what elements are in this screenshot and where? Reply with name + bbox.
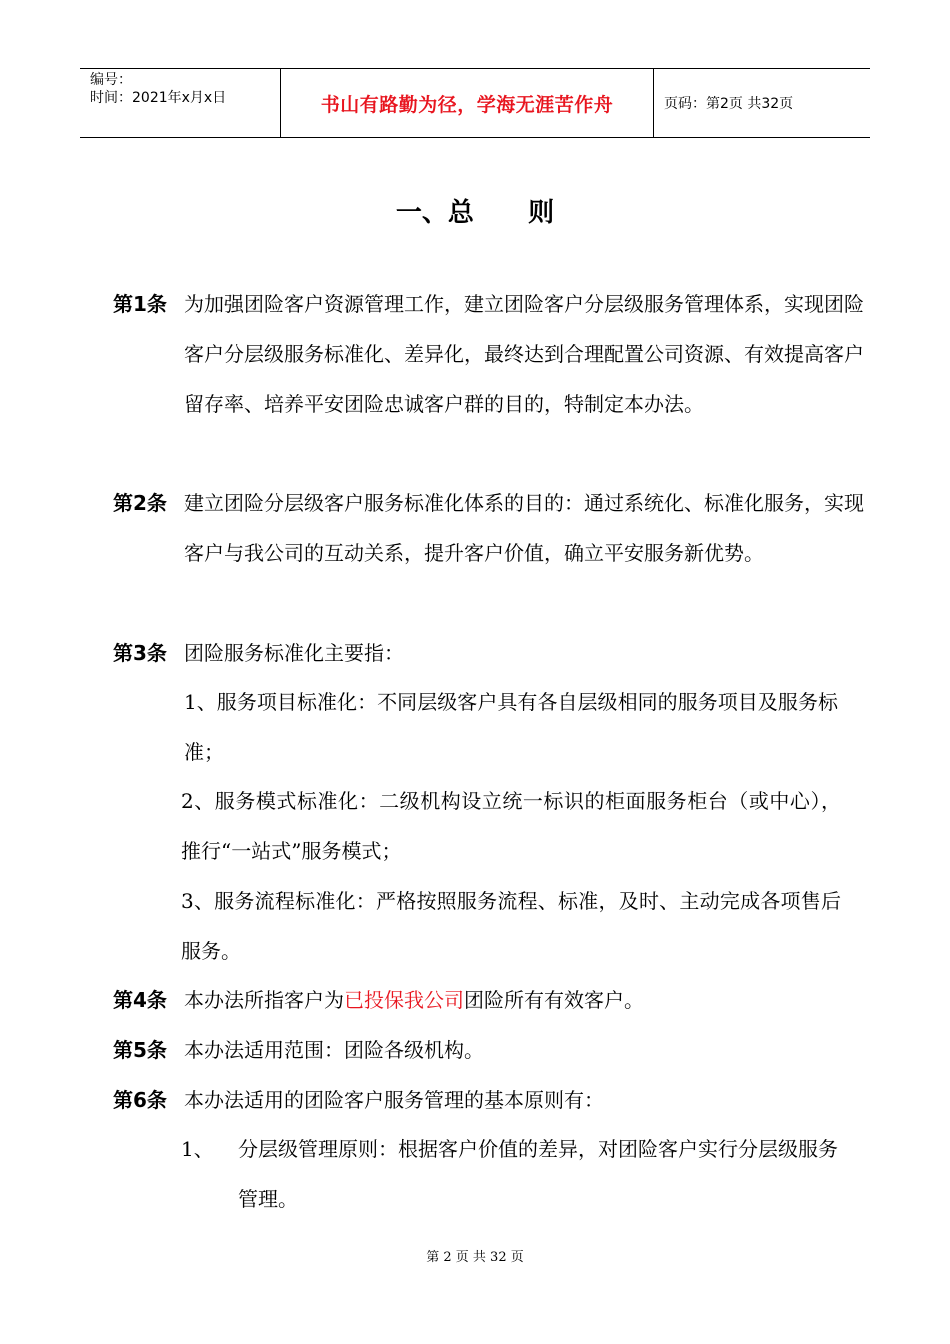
article-3-item-1: 1、服务项目标准化：不同层级客户具有各自层级相同的服务项目及服务标准； <box>184 690 838 764</box>
header-page-label: 页码：第2页 共32页 <box>664 96 794 112</box>
article-4-text-highlight: 已投保我公司 <box>344 988 464 1012</box>
header-motto: 书山有路勤为径，学海无涯苦作舟 <box>280 69 654 137</box>
article-5-label: 第5条 <box>113 1038 167 1062</box>
header-number-label: 编号： <box>90 72 132 88</box>
article-6 <box>113 1075 873 1125</box>
article-1-text: 为加强团险客户资源管理工作，建立团险客户分层级服务管理体系，实现团险客户分层级服务标准化、差异化，最终达到合理配置公司资源、有效提高客户留存率、培养平安团险忠诚客户群的目的，特制定本办法。 <box>184 292 864 416</box>
article-3-label: 第3条 <box>113 641 167 665</box>
article-2-text: 建立团险分层级客户服务标准化体系的目的：通过系统化、标准化服务，实现客户与我公司的互动关系，提升客户价值，确立平安服务新优势。 <box>184 491 864 565</box>
article-6-item-1-number: 1、 <box>181 1137 214 1161</box>
header-meta <box>80 69 280 137</box>
page-footer: 第 2 页 共 32 页 <box>426 1250 524 1265</box>
article-4 <box>113 975 873 1025</box>
header-time-label: 时间：2021年x月x日 <box>90 90 227 106</box>
article-3-text: 团险服务标准化主要指： <box>184 641 404 665</box>
article-1 <box>113 279 873 429</box>
page-header <box>80 68 870 138</box>
article-6-item-1-text: 分层级管理原则：根据客户价值的差异，对团险客户实行分层级服务管理。 <box>238 1137 838 1211</box>
article-3-item-2: 2、服务模式标准化：二级机构设立统一标识的柜面服务柜台（或中心），推行“一站式”服务模式； <box>181 789 841 863</box>
article-3-item-3: 3、服务流程标准化：严格按照服务流程、标准，及时、主动完成各项售后服务。 <box>181 889 841 963</box>
article-4-text-after: 团险所有有效客户。 <box>464 988 644 1012</box>
article-4-text-before: 本办法所指客户为 <box>184 988 344 1012</box>
article-3 <box>113 628 873 678</box>
article-5-text: 本办法适用范围：团险各级机构。 <box>184 1038 484 1062</box>
article-5 <box>113 1025 873 1075</box>
article-1-label: 第1条 <box>113 292 167 316</box>
article-4-label: 第4条 <box>113 988 167 1012</box>
article-4-text <box>184 975 864 1025</box>
section-title: 一、总 则 <box>395 198 555 228</box>
article-6-label: 第6条 <box>113 1088 167 1112</box>
article-2-label: 第2条 <box>113 491 167 515</box>
article-6-text: 本办法适用的团险客户服务管理的基本原则有： <box>184 1088 604 1112</box>
article-2 <box>113 478 873 578</box>
